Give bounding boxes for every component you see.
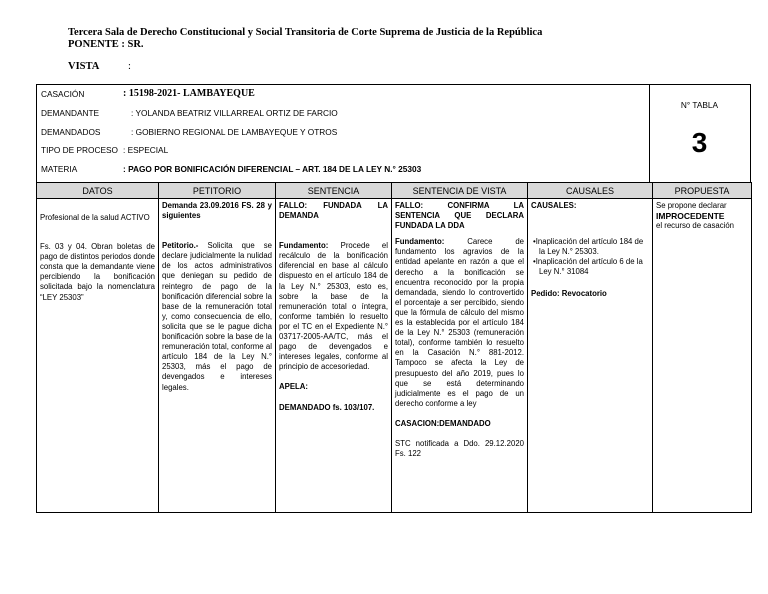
- cell-datos: [37, 199, 159, 513]
- vista-casacion: CASACION:DEMANDADO: [395, 418, 491, 428]
- vista-label: Fundamento:: [395, 237, 445, 247]
- case-info-fields: [37, 85, 650, 182]
- col-header-propuesta: PROPUESTA: [653, 183, 752, 199]
- datos-status: Profesional de la salud ACTIVO: [40, 213, 150, 222]
- case-table: [36, 182, 752, 513]
- causal-item-text: Inaplicación del artículo 6 de la Ley N.° 31084: [535, 257, 643, 277]
- vista-text: [395, 237, 524, 409]
- causal-item-text: Inaplicación del artículo 184 de la Ley N.° 25303.: [535, 237, 644, 257]
- petitorio-label: Petitorio.-: [162, 241, 199, 251]
- cell-sentencia: [276, 199, 392, 513]
- casacion-label: CASACIÓN: [41, 89, 85, 99]
- demandante-label: DEMANDANTE: [41, 108, 100, 118]
- propuesta-decision: IMPROCEDENTE: [656, 211, 725, 222]
- vista-heading: FALLO: CONFIRMA LA SENTENCIA QUE DECLARA FUNDADA LA DDA: [395, 201, 524, 231]
- demandados-value: : GOBIERNO REGIONAL DE LAMBAYEQUE Y OTROS: [131, 127, 338, 137]
- cell-sentencia-vista: [392, 199, 528, 513]
- vista-label: VISTA: [68, 61, 100, 72]
- causales-pedido: Pedido: Revocatorio: [531, 289, 607, 299]
- col-header-sentencia: SENTENCIA: [276, 183, 392, 199]
- court-name: Tercera Sala de Derecho Constitucional y Social Transitoria de Corte Suprema de Justicia de la República: [68, 27, 543, 38]
- col-header-causales: CAUSALES: [528, 183, 653, 199]
- demandante-value: : YOLANDA BEATRIZ VILLARREAL ORTIZ DE FARCIO: [131, 108, 338, 118]
- tabla-label: N° TABLA: [680, 100, 719, 110]
- cell-petitorio: [159, 199, 276, 513]
- case-info-box: [36, 84, 751, 183]
- causal-item: •Inaplicación del artículo 6 de la Ley N.° 31084: [533, 257, 643, 277]
- sentencia-heading: FALLO: FUNDADA LA DEMANDA: [279, 201, 388, 221]
- petitorio-body: Solicita que se declare judicialmente la nulidad de los actos administrativos que deniegan su pedido de reintegro de pago de la bonificación diferencial sobre la base de la remuneración total y, como consecuencia de ello, solicita que se le pague dicha bonificación sobre la base de la remuneración total, conforme al artículo 184 de la Ley N.° 25303, más el pago de devengados e intereses legales.: [162, 241, 272, 392]
- sentencia-label: Fundamento:: [279, 241, 329, 251]
- petitorio-heading: Demanda 23.09.2016 FS. 28 y siguientes: [162, 201, 272, 221]
- table-row: [37, 199, 752, 513]
- tipo-value: : ESPECIAL: [123, 145, 169, 155]
- ponente-line: PONENTE : SR.: [68, 39, 144, 50]
- datos-boletas: Fs. 03 y 04. Obran boletas de pago de distintos periodos donde consta que la demandante viene percibiendo la bonificación solicitada bajo la nomenclatura “LEY 25303”: [40, 242, 155, 302]
- casacion-value: : 15198-2021- LAMBAYEQUE: [123, 88, 255, 99]
- vista-body: Carece de fundamento los agravios de la entidad apelante en razón a que el derecho a la bonificación se encuentra reconocido por la propia demandada, siendo lo controvertido el porcentaje a ser percibido, siendo que la fórmula de cálculo del mismo es la establecida por el artículo 184 de la Ley N.° 25303 (remuneración total), conforme también lo resuelto en la Casación N.° 881-2012. Tampoco se afecta la Ley de presupuesto del año 2019, pues lo que se está determinando judicialmente es el pago de un derecho conforme a ley: [395, 237, 524, 408]
- tabla-number-box: [649, 85, 750, 182]
- petitorio-text: [162, 241, 272, 392]
- tabla-number: 3: [691, 127, 708, 158]
- vista-notificada: STC notificada a Ddo. 29.12.2020 Fs. 122: [395, 438, 524, 459]
- tipo-label: TIPO DE PROCESO: [41, 145, 118, 155]
- sentencia-body: Procede el recálculo de la bonificación diferencial en base al cálculo dispuesto en el artículo 184 de la Ley N.° 25303, esto es, sobre la base de la remuneración total o íntegra, conforme también lo resuelto por el TC en el Expediente N.° 03717-2005-AA/TC, más el pago de devengados e intereses legales, conforme al principio de accesoriedad.: [279, 241, 388, 372]
- col-header-petitorio: PETITORIO: [159, 183, 276, 199]
- propuesta-intro: Se propone declarar: [656, 201, 727, 210]
- causales-heading: CAUSALES:: [531, 201, 577, 210]
- cell-causales: [528, 199, 653, 513]
- court-header: [68, 27, 542, 51]
- col-header-sentencia-vista: SENTENCIA DE VISTA: [392, 183, 528, 199]
- causal-item: •Inaplicación del artículo 184 de la Ley N.° 25303.: [533, 237, 644, 257]
- materia-value: : PAGO POR BONIFICACIÓN DIFERENCIAL – ART. 184 DE LA LEY N.° 25303: [123, 164, 422, 174]
- vista-line: [68, 61, 131, 72]
- vista-colon: :: [128, 61, 131, 72]
- table-header-row: [37, 183, 752, 199]
- materia-label: MATERIA: [41, 164, 78, 174]
- propuesta-object: el recurso de casación: [656, 221, 735, 231]
- demandados-label: DEMANDADOS: [41, 127, 101, 137]
- sentencia-demandado: DEMANDADO fs. 103/107.: [279, 402, 375, 412]
- sentencia-text: [279, 241, 388, 372]
- sentencia-apela: APELA:: [279, 382, 309, 392]
- col-header-datos: DATOS: [37, 183, 159, 199]
- cell-propuesta: [653, 199, 752, 513]
